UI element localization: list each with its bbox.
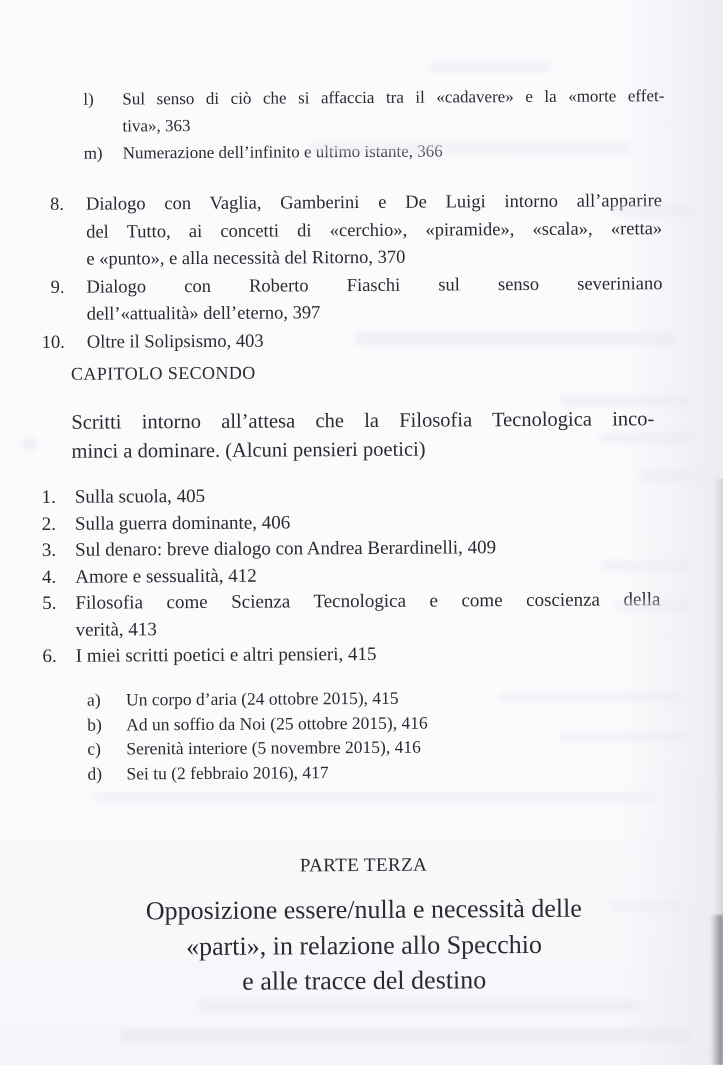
toc-line: Sei tu (2 febbraio 2016), 417 xyxy=(126,761,329,783)
item-number: 5. xyxy=(42,592,57,614)
toc-item xyxy=(28,481,660,511)
bleedthrough-mark xyxy=(615,600,690,612)
item-number: 10. xyxy=(41,332,65,353)
item-label: l) xyxy=(83,89,94,109)
toc-subitem xyxy=(83,82,664,140)
toc-item xyxy=(28,508,660,538)
toc-line: Sul denaro: breve dialogo con Andrea Berardinelli, 409 xyxy=(75,537,497,561)
bleedthrough-mark xyxy=(95,792,655,803)
bleedthrough-mark xyxy=(600,432,695,444)
toc-item xyxy=(34,188,662,274)
part-title-line: Opposizione essere/nulla e necessità delle xyxy=(145,893,582,926)
item-number: 3. xyxy=(41,539,57,561)
chapter-heading: CAPITOLO SECONDO xyxy=(70,362,256,384)
bleedthrough-mark xyxy=(640,470,700,482)
part-title-line: «parti», in relazione allo Specchio xyxy=(185,929,543,961)
part-title-line: e alle tracce del destino xyxy=(242,965,487,996)
bleedthrough-mark xyxy=(200,1000,640,1012)
toc-line: Numerazione dell’infinito e ultimo istante, 366 xyxy=(122,141,443,163)
bleedthrough-mark xyxy=(612,205,692,217)
item-number: 6. xyxy=(42,645,57,667)
toc-line: I miei scritti poetici e altri pensieri, 415 xyxy=(75,643,377,667)
chapter-subtitle-line: minci a dominare. (Alcuni pensieri poetici) xyxy=(71,438,426,463)
item-number: 9. xyxy=(50,277,65,298)
scan-artifact xyxy=(22,438,37,450)
part-title xyxy=(32,890,696,1001)
toc-line: verità, 413 xyxy=(75,618,157,641)
toc-line: Oltre il Solipsismo, 403 xyxy=(86,331,264,353)
page-corner-shadow xyxy=(710,915,723,1065)
toc-line: dell’«attualità» dell’eterno, 397 xyxy=(86,303,321,325)
toc-subitems-top xyxy=(83,82,664,167)
toc-line: Sulla guerra dominante, 406 xyxy=(74,511,291,535)
toc-line: Sul senso di ciò che si affaccia tra il «cadavere» e la «morte effet- xyxy=(122,86,665,109)
toc-item xyxy=(28,587,660,644)
toc-line: Amore e sessualità, 412 xyxy=(75,565,257,588)
toc-line: Ad un soffio da Noi (25 ottobre 2015), 416 xyxy=(126,712,428,734)
bleedthrough-mark xyxy=(430,62,550,72)
toc-subitem xyxy=(87,758,647,786)
toc-line: Filosofia come Scienza Tecnologica e come coscienza della xyxy=(75,589,661,614)
item-label: c) xyxy=(87,738,101,759)
item-number: 2. xyxy=(41,513,57,535)
bleedthrough-mark xyxy=(610,900,680,912)
item-label: a) xyxy=(86,689,101,710)
toc-item xyxy=(34,271,662,330)
toc-line: Un corpo d’aria (24 ottobre 2015), 415 xyxy=(125,687,399,710)
toc-item xyxy=(28,534,660,564)
toc-line: Sulla scuola, 405 xyxy=(74,485,206,508)
item-number: 8. xyxy=(50,194,65,215)
item-label: b) xyxy=(87,714,102,735)
toc-line: tiva», 363 xyxy=(122,116,191,136)
bleedthrough-mark xyxy=(355,332,675,346)
bleedthrough-mark xyxy=(560,732,690,742)
bleedthrough-mark xyxy=(560,395,690,407)
toc-line: Dialogo con Vaglia, Gamberini e De Luigi intorno all’apparire xyxy=(85,191,663,215)
toc-items-1-6 xyxy=(28,481,661,670)
chapter-subtitle xyxy=(71,405,654,467)
toc-line: Dialogo con Roberto Fiaschi sul senso severiniano xyxy=(86,273,663,298)
chapter-subtitle-line: Scritti intorno all’attesa che la Filosofia Tecnologica inco- xyxy=(71,408,655,434)
toc-line: e «punto», e alla necessità del Ritorno, 370 xyxy=(86,247,406,270)
item-number: 4. xyxy=(41,566,57,588)
bleedthrough-mark xyxy=(500,692,680,702)
item-number: 1. xyxy=(41,486,56,508)
toc-line: del Tutto, ai concetti di «cerchio», «piramide», «scala», «retta» xyxy=(86,218,663,243)
toc-line: Serenità interiore (5 novembre 2015), 416 xyxy=(126,736,421,759)
item-label: d) xyxy=(87,763,103,784)
item-label: m) xyxy=(83,143,103,163)
toc-item xyxy=(28,561,660,591)
part-heading: PARTE TERZA xyxy=(299,854,428,877)
toc-item xyxy=(29,640,661,670)
bleedthrough-mark xyxy=(310,142,630,154)
bleedthrough-mark xyxy=(120,1028,690,1042)
bleedthrough-mark xyxy=(600,560,690,572)
